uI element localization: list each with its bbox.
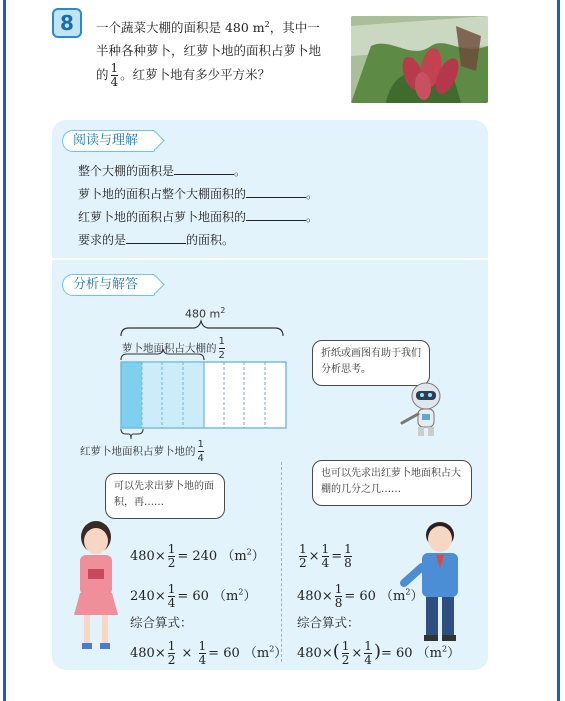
diagram-top-label: 萝卜地面积占大棚的 $\frac{1}{2}$ [122,336,225,361]
right-equation-3: 480×( $\frac{1}{2}$ × $\frac{1}{4}$ )= 60 $(m^2)$ [297,639,461,667]
right-equation-1: $\frac{1}{2}$ × $\frac{1}{4}$ = $\frac{1}{8}$ [299,542,352,570]
question-line-1: 一个蔬菜大棚的面积是 480 m [96,20,265,36]
page-border-right [557,0,560,701]
diagram-bottom-label: 红萝卜地面积占萝卜地的 $\frac{1}{4}$ [80,439,204,464]
read-line-2: 萝卜地的面积占整个大棚面积的 。 [78,187,319,201]
girl-illustration [66,515,126,655]
section-divider [52,258,488,260]
read-line-1: 整个大棚的面积是 。 [78,164,247,178]
boy-speech-bubble: 也可以先求出红萝卜地面积占大棚的几分之几…… [312,460,472,506]
solution-divider [281,462,282,662]
analyze-section-tag: 分析与解答 [62,274,155,296]
radish-photo [351,16,488,103]
right-combined-label: 综合算式： [297,615,360,630]
unit-exponent: 2 [264,20,270,29]
left-combined-label: 综合算式： [130,615,193,630]
read-line-3: 红萝卜地的面积占萝卜地面积的 。 [78,210,319,224]
question-text: 一个蔬菜大棚的面积是 480 $m^2$，其中一 半种各种萝卜，红萝卜地的面积占萝卜地 的 $\frac{1}{4}$ 。红萝卜地有多少平方米？ [96,13,346,89]
left-equation-1: 480× $\frac{1}{2}$ = 240 $(m^2)$ [130,542,265,570]
left-equation-2: 240× $\frac{1}{4}$ = 60 $(m^2)$ [130,582,257,610]
half-brace [118,348,208,362]
page-border-left [3,0,6,701]
robot-speech-bubble: 折纸或画图有助于我们分析思考。 [312,340,430,386]
question-fraction: $\frac{1}{4}$ [110,61,119,90]
right-equation-2: 480× $\frac{1}{8}$ = 60 $(m^2)$ [297,582,424,610]
question-line-2: 半种各种萝卜，红萝卜地的面积占萝卜地 [96,43,322,59]
bar-diagram [120,361,288,429]
left-equation-3: 480× $\frac{1}{2}$ × $\frac{1}{4}$ = 60 $(m^2)$ [130,639,288,667]
robot-illustration [396,378,452,438]
read-section-tag: 阅读与理解 [62,130,155,152]
diagram-total-label: 480 $m^2$ [185,306,226,321]
read-line-4: 要求的是 的面积。 [78,233,235,247]
girl-speech-bubble: 可以先求出萝卜地的面积，再…… [105,473,225,519]
question-number: 8 [52,8,82,38]
